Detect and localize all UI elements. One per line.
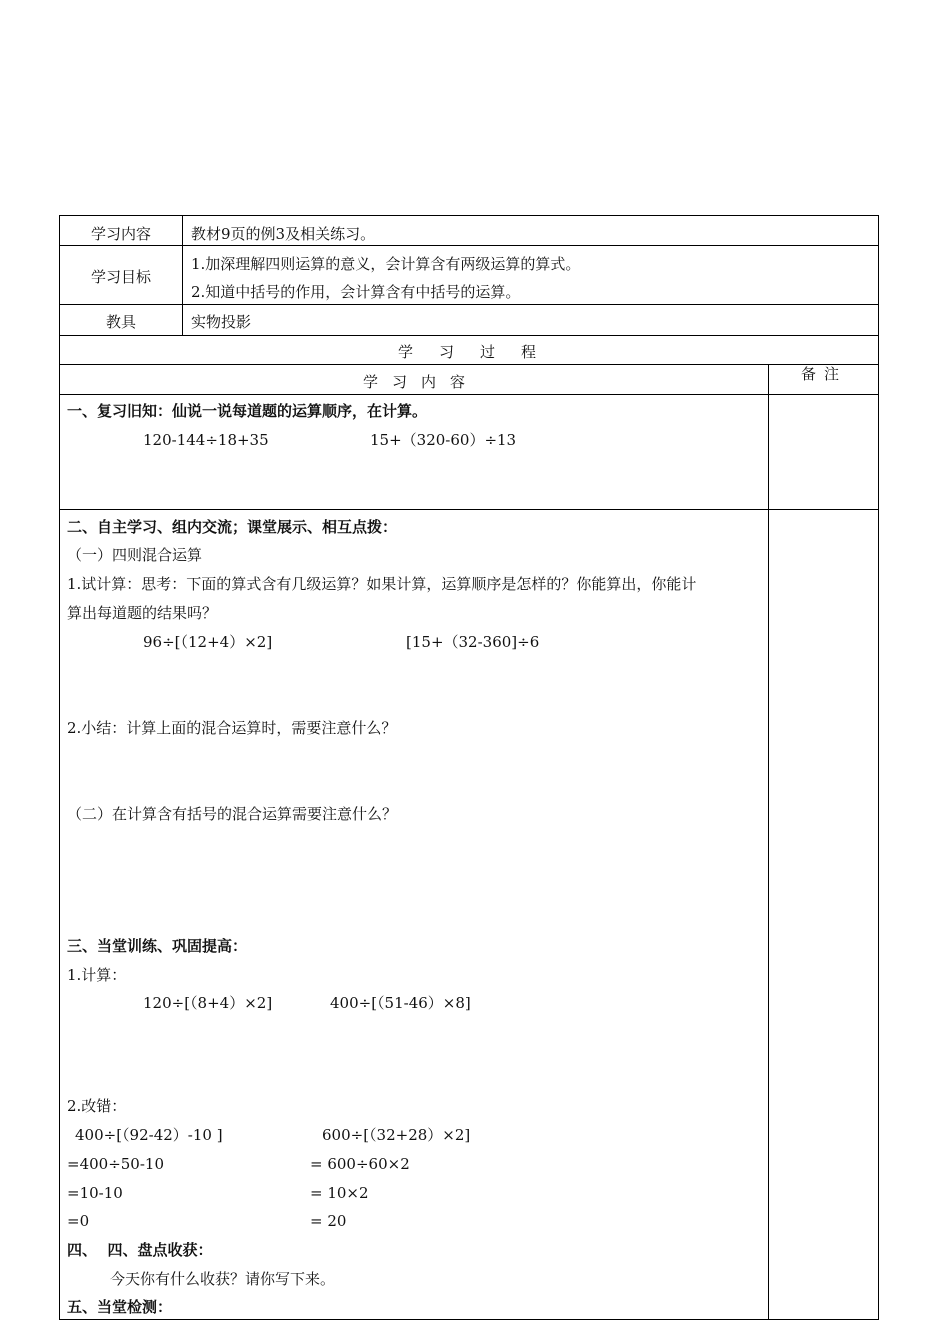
section3-q1: 1.计算：	[67, 966, 127, 984]
tools-label: 教具	[105, 313, 136, 331]
content-value: 教材9页的例3及相关练习。	[191, 225, 376, 243]
section3-expr-b: 400÷[（51-46）×8]	[330, 994, 471, 1012]
correction-right-line: 600÷[（32+28）×2]	[322, 1126, 471, 1144]
correction-left-line: =0	[67, 1212, 90, 1230]
section2-expr-b: [15+（32-360]÷6	[406, 633, 540, 651]
row-divider	[59, 335, 879, 336]
correction-left-line: 400÷[（92-42）-10 ]	[75, 1126, 223, 1144]
notes-column-divider	[768, 364, 769, 1320]
correction-left-line: =10-10	[67, 1184, 123, 1202]
section1-expr-b: 15+（320-60）÷13	[370, 431, 517, 449]
section3-title: 三、当堂训练、巩固提高：	[67, 937, 248, 955]
goal-item-2: 2.知道中括号的作用，会计算含有中括号的运算。	[191, 283, 521, 301]
row-divider	[59, 509, 879, 510]
correction-right-line: = 10×2	[310, 1184, 369, 1202]
section2-sub1: （一）四则混合运算	[67, 546, 203, 564]
section5-title: 五、当堂检测：	[67, 1298, 173, 1316]
section2-q1-line1: 1.试计算：思考：下面的算式含有几级运算？如果计算，运算顺序是怎样的？你能算出，你能计	[67, 575, 697, 593]
goal-label: 学习目标	[90, 268, 151, 286]
row-divider	[59, 394, 879, 395]
row-divider	[59, 364, 879, 365]
section3-q2: 2.改错：	[67, 1097, 127, 1115]
section1-title: 一、复习旧知：仙说一说每道题的运算顺序，在计算。	[67, 402, 428, 420]
process-title: 学习过程	[397, 343, 562, 361]
tools-value: 实物投影	[191, 313, 252, 331]
section3-expr-a: 120÷[（8+4）×2]	[143, 994, 273, 1012]
content-column-header: 学习内容	[362, 373, 479, 391]
notes-column-header: 备注	[800, 365, 847, 383]
correction-left-line: =400÷50-10	[67, 1155, 165, 1173]
section1-expr-a: 120-144÷18+35	[143, 431, 269, 449]
section2-q2: 2.小结：计算上面的混合运算时，需要注意什么？	[67, 719, 397, 737]
correction-right-line: = 20	[310, 1212, 347, 1230]
section2-sub2: （二）在计算含有括号的混合运算需要注意什么？	[67, 805, 398, 823]
section2-title: 二、自主学习、组内交流；课堂展示、相互点拨：	[67, 518, 398, 536]
label-column-divider	[182, 215, 183, 335]
goal-item-1: 1.加深理解四则运算的意义，会计算含有两级运算的算式。	[191, 255, 581, 273]
section4-prompt: 今天你有什么收获？请你写下来。	[110, 1270, 336, 1288]
content-label: 学习内容	[90, 225, 151, 243]
section2-q1-line2: 算出每道题的结果吗？	[67, 604, 218, 622]
section4-title: 四、 四、盘点收获：	[67, 1241, 213, 1259]
correction-right-line: = 600÷60×2	[310, 1155, 410, 1173]
section2-expr-a: 96÷[（12+4）×2]	[143, 633, 273, 651]
